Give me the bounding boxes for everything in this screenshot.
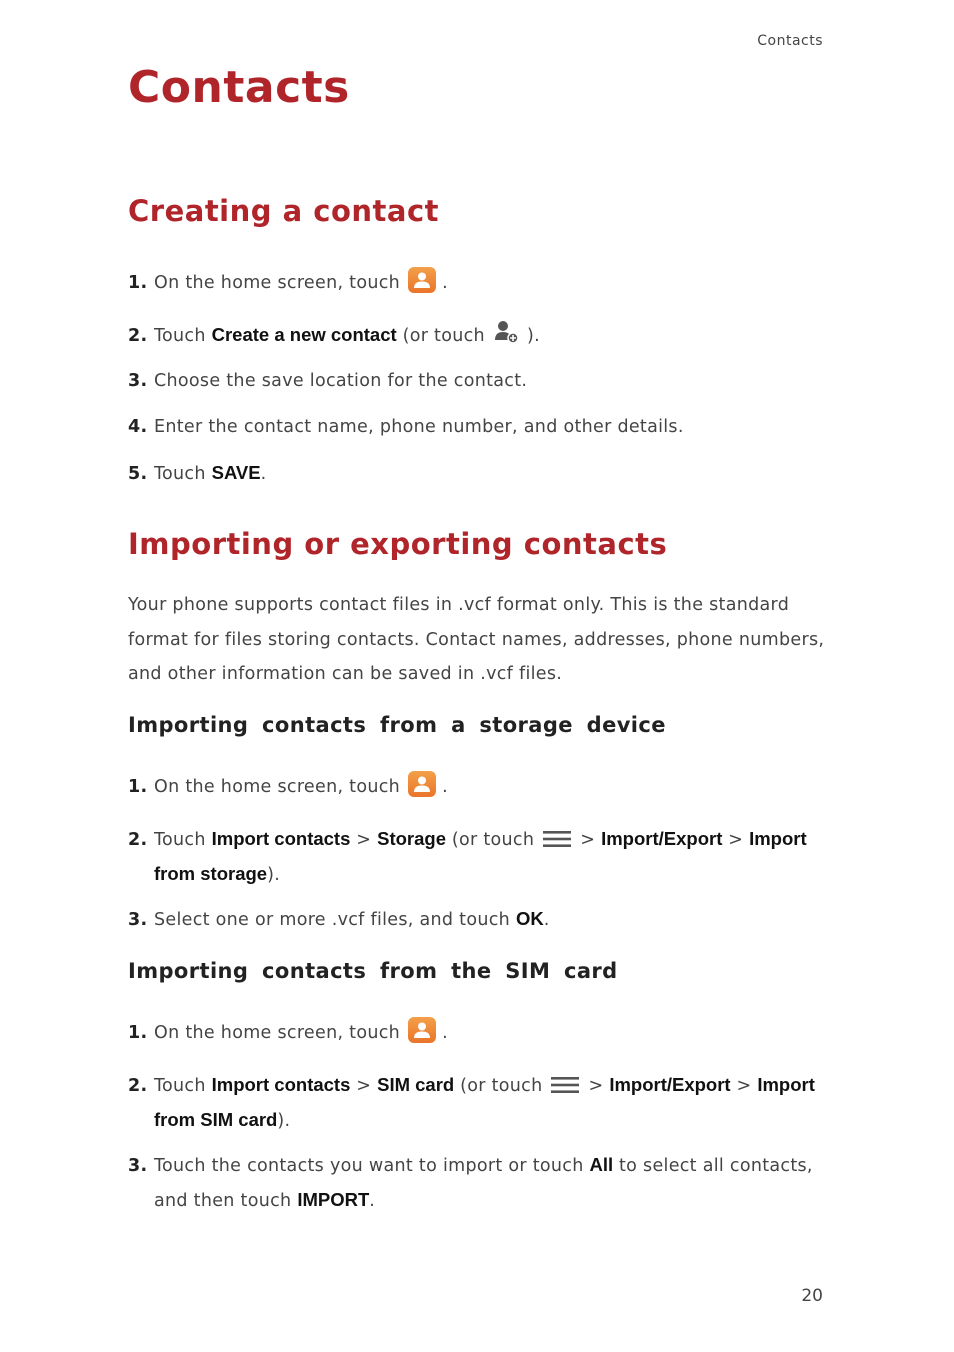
step-continuation	[128, 1183, 828, 1218]
ui-label-storage: Storage	[377, 828, 446, 849]
step-number: 4.	[128, 417, 148, 437]
section-heading-importing-exporting: Importing or exporting contacts	[128, 527, 668, 561]
contacts-app-icon	[408, 267, 436, 293]
step-number: 3.	[128, 371, 148, 391]
menu-icon	[542, 827, 572, 847]
step-text-end: ).	[267, 865, 281, 885]
step-text-end: .	[369, 1191, 376, 1211]
step-continuation	[128, 857, 828, 892]
step-text: Touch	[154, 830, 206, 850]
separator: >	[728, 830, 744, 850]
step-number: 3.	[128, 1156, 148, 1176]
step-item	[128, 1016, 828, 1050]
subsection-heading-sim: Importing contacts from the SIM card	[128, 959, 618, 983]
step-text: Enter the contact name, phone number, and other details.	[154, 417, 684, 437]
ui-label-import: Import	[749, 828, 807, 849]
ui-label-import: Import	[757, 1074, 815, 1095]
step-text-end: .	[260, 464, 267, 484]
step-item	[128, 456, 828, 491]
step-text-end: ).	[526, 326, 540, 346]
separator: >	[580, 830, 596, 850]
step-item	[128, 318, 828, 353]
add-contact-icon	[493, 319, 521, 345]
step-text: Touch the contacts you want to import or touch	[154, 1156, 584, 1176]
step-text: On the home screen, touch	[154, 1023, 401, 1043]
ui-label-import-button: IMPORT	[297, 1189, 370, 1210]
ui-label-from-storage: from storage	[154, 863, 268, 884]
step-text: Touch	[154, 326, 206, 346]
step-text-end: .	[442, 777, 448, 797]
separator: >	[356, 1076, 372, 1096]
step-text-end: ).	[277, 1111, 291, 1131]
step-text: Touch	[154, 1076, 206, 1096]
step-item	[128, 902, 828, 937]
step-text-mid: (or touch	[451, 830, 535, 850]
step-number: 1.	[128, 777, 148, 797]
ui-label-import-export: Import/Export	[609, 1074, 731, 1095]
step-text-mid: to select all contacts,	[619, 1156, 813, 1176]
step-item	[128, 770, 828, 804]
step-number: 3.	[128, 910, 148, 930]
step-item	[128, 266, 828, 300]
separator: >	[736, 1076, 752, 1096]
contacts-app-icon	[408, 771, 436, 797]
step-text-mid: (or touch	[402, 326, 485, 346]
step-text: Touch	[154, 464, 206, 484]
contacts-app-icon	[408, 1017, 436, 1043]
step-item	[128, 364, 828, 398]
step-text-end: .	[543, 910, 550, 930]
step-text: Choose the save location for the contact.	[154, 371, 528, 391]
menu-icon	[550, 1073, 580, 1093]
ui-label-create-new-contact: Create a new contact	[211, 324, 397, 345]
separator: >	[356, 830, 372, 850]
step-number: 5.	[128, 464, 148, 484]
step-number: 2.	[128, 830, 148, 850]
ui-label-sim-card: SIM card	[377, 1074, 455, 1095]
ui-label-ok: OK	[515, 908, 544, 929]
step-text: On the home screen, touch	[154, 273, 401, 293]
step-text-end: .	[442, 1023, 448, 1043]
step-number: 1.	[128, 273, 148, 293]
ui-label-from-sim-card: from SIM card	[154, 1109, 278, 1130]
ui-label-save: SAVE	[211, 462, 261, 483]
step-item	[128, 822, 828, 892]
separator: >	[588, 1076, 604, 1096]
step-text: Select one or more .vcf files, and touch	[154, 910, 511, 930]
intro-paragraph: Your phone supports contact files in .vcf format only. This is the standard format for files storing contacts. Contact names, addresses, phone numbers, and other information can be saved in .vcf files.	[128, 595, 825, 684]
step-number: 2.	[128, 326, 148, 346]
ui-label-import-export: Import/Export	[601, 828, 723, 849]
step-continuation	[128, 1103, 828, 1138]
subsection-heading-storage: Importing contacts from a storage device	[128, 713, 666, 737]
step-text-end: .	[442, 273, 448, 293]
step-text: On the home screen, touch	[154, 777, 401, 797]
section-heading-creating: Creating a contact	[128, 194, 440, 228]
step-text-mid: (or touch	[460, 1076, 543, 1096]
step-item	[128, 1068, 828, 1138]
step-item	[128, 1148, 828, 1218]
ui-label-all: All	[589, 1154, 614, 1175]
running-header: Contacts	[757, 33, 823, 49]
page-title: Contacts	[128, 62, 350, 113]
step-item	[128, 410, 828, 444]
step-number: 1.	[128, 1023, 148, 1043]
ui-label-import-contacts: Import contacts	[211, 828, 351, 849]
page-number: 20	[801, 1286, 823, 1306]
ui-label-import-contacts: Import contacts	[211, 1074, 351, 1095]
step-text: and then touch	[154, 1191, 292, 1211]
step-number: 2.	[128, 1076, 148, 1096]
